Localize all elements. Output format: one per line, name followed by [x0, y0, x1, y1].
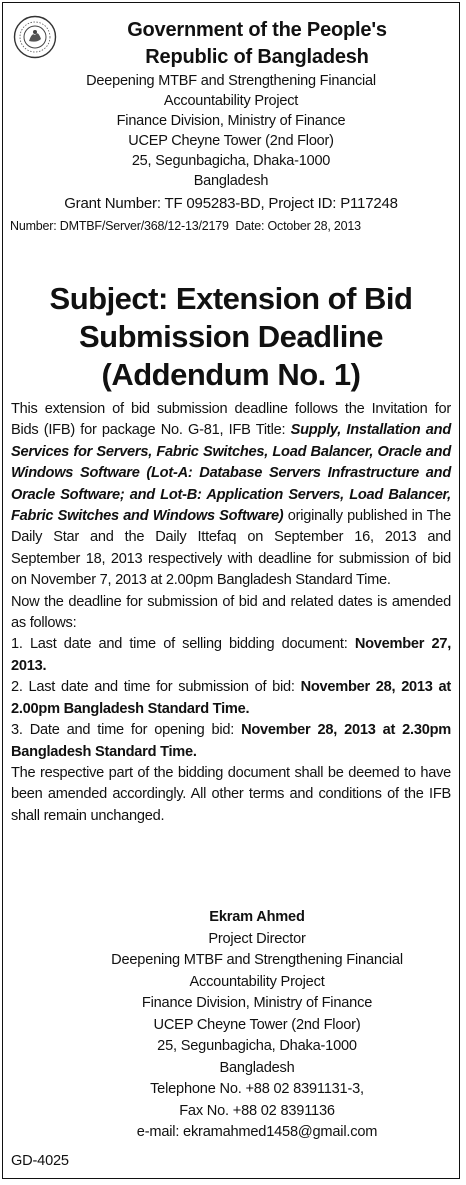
signatory-designation: Project Director — [208, 930, 306, 947]
intro-paragraph — [11, 399, 451, 592]
subject-heading — [3, 280, 459, 394]
signature-building: UCEP Cheyne Tower (2nd Floor) — [153, 1016, 361, 1033]
reference-date: Date: October 28, 2013 — [235, 219, 361, 233]
signatory-name: Ekram Ahmed — [209, 909, 305, 925]
ifb-title: Supply, Installation and Services for Servers, Fabric Switches, Load Balancer, Oracle and Windows Software (Lot-A: Database Servers Infrastructure and Oracle Software; and Lot-B: Application Servers, Load Balancer, Fabric Switches and Windows Software) — [11, 422, 451, 525]
intro-text-a: This extension of bid submission deadline follows the Invitation for Bids (IFB) for package No. G-81, IFB Title: — [11, 401, 451, 439]
amendment-intro: Now the deadline for submission of bid and related dates is amended as follows: — [11, 593, 451, 632]
signature-project-line2: Accountability Project — [189, 973, 325, 990]
notice-page — [2, 2, 460, 1179]
grant-line: Grant Number: TF 095283-BD, Project ID: P117248 — [64, 195, 398, 212]
signature-fax: Fax No. +88 02 8391136 — [179, 1102, 335, 1119]
signature-email: e-mail: ekramahmed1458@gmail.com — [136, 1124, 378, 1140]
project-name-line2: Accountability Project — [163, 93, 299, 109]
notice-body — [11, 399, 451, 827]
signature-country: Bangladesh — [219, 1059, 295, 1076]
reference-line — [3, 217, 459, 235]
signature-project-line1: Deepening MTBF and Strengthening Financial — [111, 952, 403, 968]
government-title-line1: Government of the People's — [127, 19, 387, 41]
project-name-line1: Deepening MTBF and Strengthening Financial — [86, 73, 376, 89]
gd-code: GD-4025 — [11, 1153, 69, 1169]
closing-paragraph: The respective part of the bidding document shall be deemed to have been amended accordingly. All other terms and conditions of the IFB shall remain unchanged. — [11, 764, 451, 824]
street-line: 25, Segunbagicha, Dhaka-1000 — [131, 153, 331, 169]
division-line: Finance Division, Ministry of Finance — [116, 113, 346, 129]
subject-line2: Submission Deadline — [78, 319, 383, 354]
amendment-item-1 — [11, 634, 451, 677]
country-line: Bangladesh — [193, 173, 269, 189]
building-line: UCEP Cheyne Tower (2nd Floor) — [128, 133, 334, 149]
item-value: November 27, 2013. — [11, 636, 451, 674]
subject-line1: Subject: Extension of Bid — [49, 281, 413, 316]
subject-line3: (Addendum No. 1) — [101, 357, 361, 392]
intro-text-b: originally published in The Daily Star and the Daily Ittefaq on September 16, 2013 and September 18, 2013 respectively with deadline for submission of bid on November 7, 2013 at 2.00pm Bangladesh Standard Time. — [11, 508, 451, 589]
signature-street: 25, Segunbagicha, Dhaka-1000 — [157, 1038, 357, 1054]
item-label: 1. Last date and time of selling bidding document: — [11, 636, 355, 653]
reference-number: Number: DMTBF/Server/368/12-13/2179 — [10, 219, 229, 233]
signature-division: Finance Division, Ministry of Finance — [141, 995, 373, 1011]
notice-header — [3, 3, 459, 235]
item-value: November 28, 2013 at 2.00pm Bangladesh Standard Time. — [11, 679, 451, 717]
item-label: 3. Date and time for opening bid: — [11, 722, 242, 739]
amendment-item-2 — [11, 677, 451, 720]
signature-telephone: Telephone No. +88 02 8391131-3, — [150, 1081, 364, 1097]
amendment-item-3 — [11, 720, 451, 763]
item-value: November 28, 2013 at 2.30pm Bangladesh Standard Time. — [11, 722, 451, 760]
signature-block — [63, 907, 451, 1144]
government-title-line2: Republic of Bangladesh — [145, 46, 369, 68]
item-label: 2. Last date and time for submission of bid: — [11, 679, 301, 696]
